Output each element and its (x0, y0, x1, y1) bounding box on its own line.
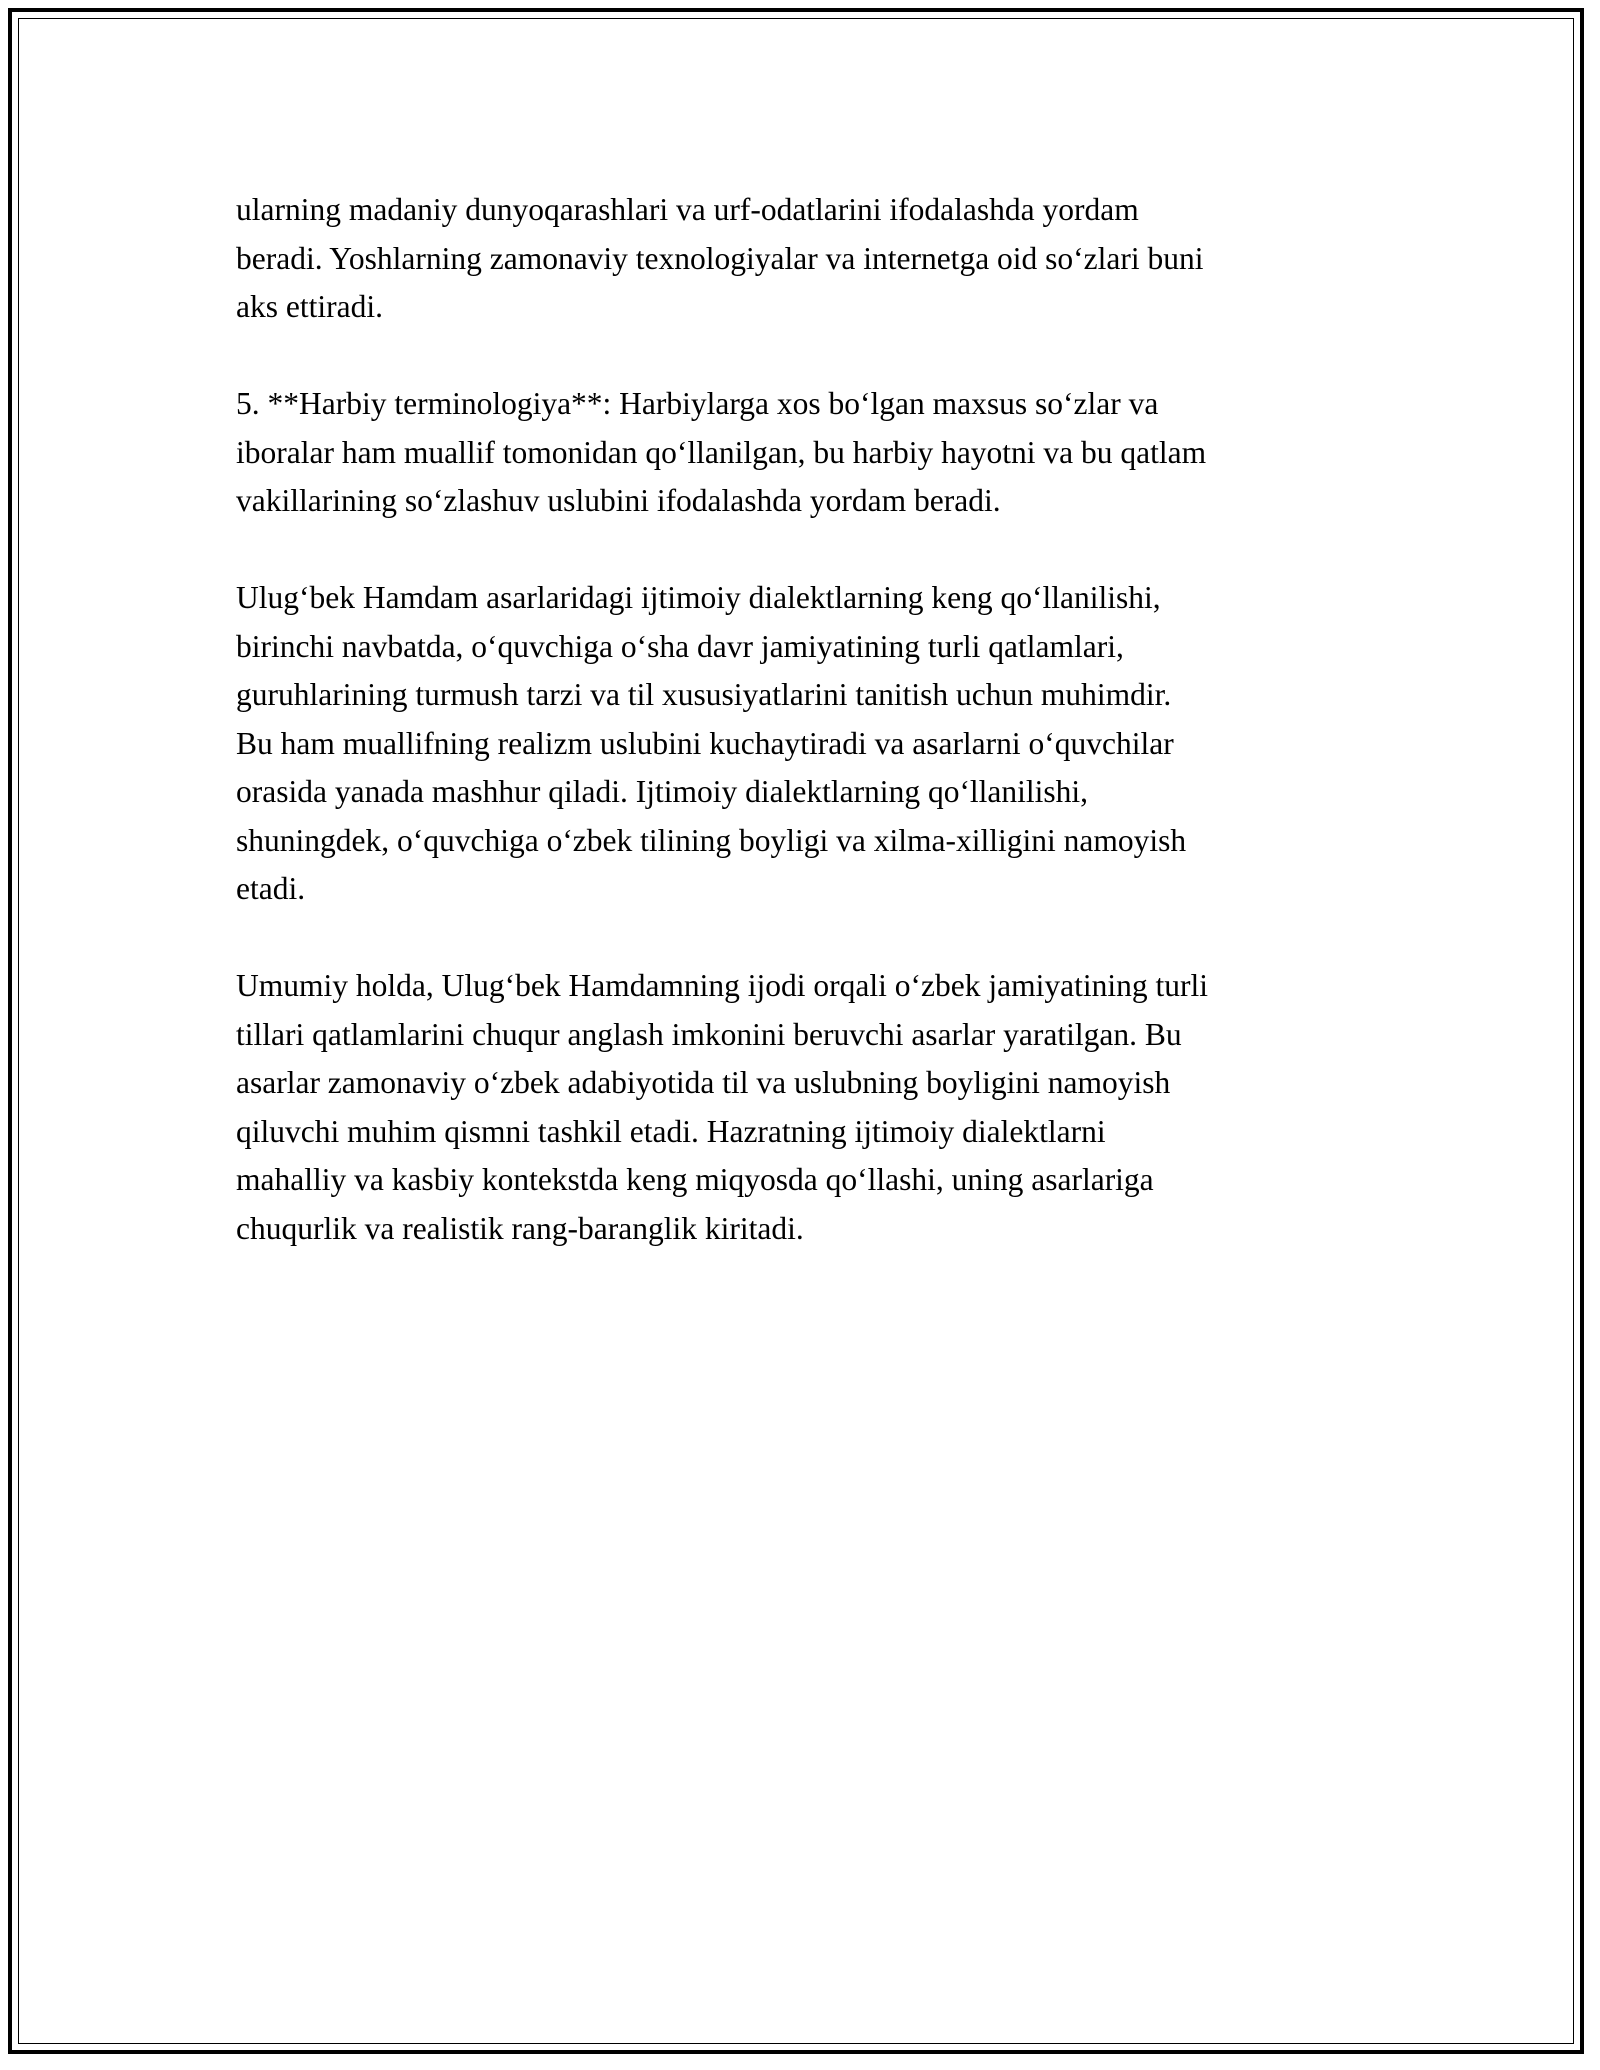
paragraph-conclusion: Umumiy holda, Ulug‘bek Hamdamning ijodi orqali o‘zbek jamiyatining turli tillari qatlamlarini chuqur anglash imkonini beruvchi asarlar yaratilgan. Bu asarlar zamonaviy o‘zbek adabiyotida til va uslubning boyligini namoyish qiluvchi muhim qismni tashkil etadi. Hazratning ijtimoiy dialektlarni mahalliy va kasbiy kontekstda keng miqyosda qo‘llashi, uning asarlariga chuqurlik va realistik rang-baranglik kiritadi. (236, 968, 1208, 1246)
document-body (236, 186, 1376, 1302)
paragraph-social-dialects: Ulug‘bek Hamdam asarlaridagi ijtimoiy dialektlarning keng qo‘llanilishi, birinchi navbatda, o‘quvchiga o‘sha davr jamiyatining turli qatlamlari, guruhlarining turmush tarzi va til xususiyatlarini tanitish uchun muhimdir. Bu ham muallifning realizm uslubini kuchaytiradi va asarlarni o‘quvchilar orasida yanada mashhur qiladi. Ijtimoiy dialektlarning qo‘llanilishi, shuningdek, o‘quvchiga o‘zbek tilining boyligi va xilma-xilligini namoyish etadi. (236, 580, 1187, 906)
paragraph-military-terminology: 5. **Harbiy terminologiya**: Harbiylarga xos bo‘lgan maxsus so‘zlar va iboralar ham muallif tomonidan qo‘llanilgan, bu harbiy hayotni va bu qatlam vakillarining so‘zlashuv uslubini ifodalashda yordam beradi. (236, 386, 1207, 518)
paragraph-continuation: ularning madaniy dunyoqarashlari va urf-odatlarini ifodalashda yordam beradi. Yoshlarning zamonaviy texnologiyalar va internetga oid so‘zlari buni aks ettiradi. (236, 192, 1204, 324)
